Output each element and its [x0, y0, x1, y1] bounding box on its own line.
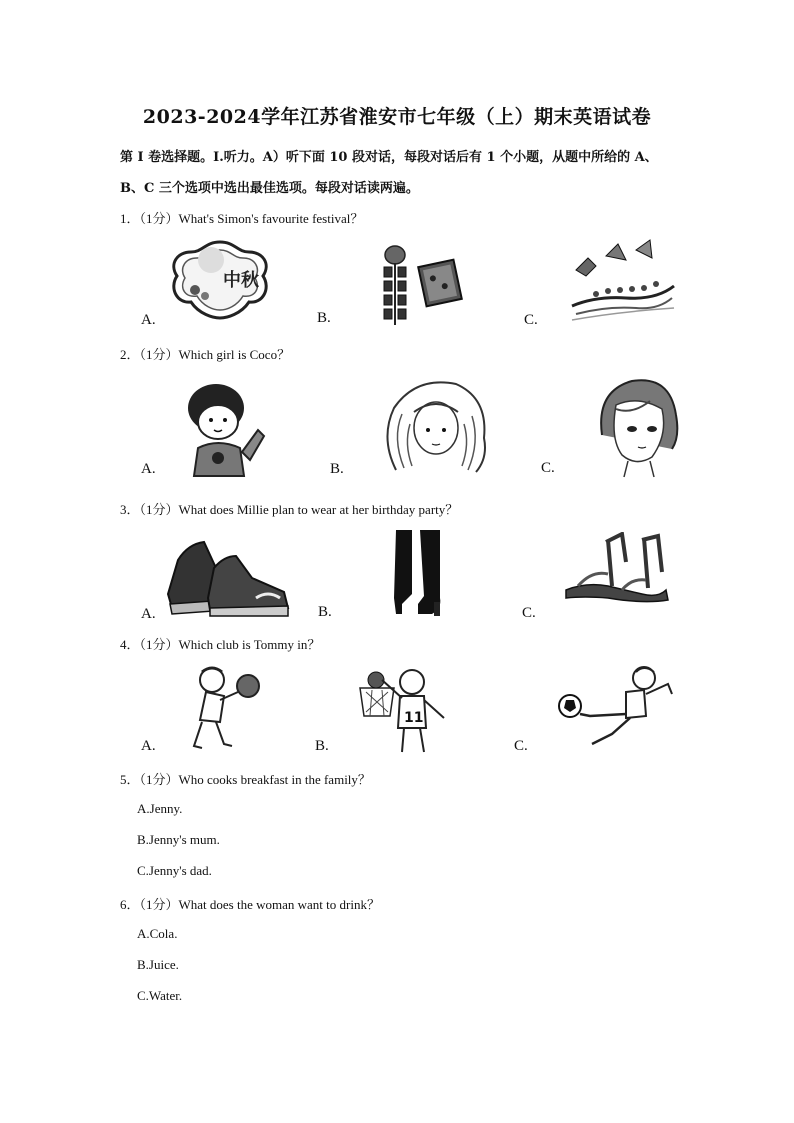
question-4-option-b[interactable]: B.: [315, 738, 329, 754]
question-4-option-c[interactable]: C.: [514, 738, 528, 754]
question-2-option-b[interactable]: B.: [330, 461, 344, 477]
question-6-option-c[interactable]: C.Water.: [137, 988, 183, 1003]
question-5-option-b[interactable]: B.Jenny's mum.: [137, 832, 220, 847]
question-6-text: 6．（1分）What does the woman want to drink？: [120, 897, 380, 912]
question-5-text: 5．（1分）Who cooks breakfast in the family？: [120, 772, 371, 787]
section-intro-line-2: B、C 三个选项中选出最佳选项。每段对话读两遍。: [120, 181, 419, 196]
section-intro-line-1: 第 I 卷选择题。I.听力。A）听下面 10 段对话，每段对话后有 1 个小题，从题中所给的 A、: [120, 150, 658, 165]
boots-icon[interactable]: [392, 528, 446, 618]
dragon-boat-icon[interactable]: [566, 236, 678, 324]
question-5-option-c[interactable]: C.Jenny's dad.: [137, 863, 212, 878]
ping-pong-icon[interactable]: [184, 664, 264, 754]
page-title: 2023-2024学年江苏省淮安市七年级（上）期末英语试卷: [142, 106, 652, 128]
question-6-option-a[interactable]: A.Cola.: [137, 926, 178, 941]
question-2-option-a[interactable]: A.: [141, 461, 156, 477]
sandals-icon[interactable]: [562, 532, 674, 604]
basketball-icon[interactable]: [358, 668, 450, 754]
firecrackers-icon[interactable]: [378, 243, 470, 329]
football-icon[interactable]: [556, 664, 676, 748]
svg-text:11: 11: [404, 710, 424, 726]
question-3-option-b[interactable]: B.: [318, 604, 332, 620]
question-1-option-a[interactable]: A.: [141, 312, 156, 328]
question-1-option-c[interactable]: C.: [524, 312, 538, 328]
girl-curly-hair-icon[interactable]: [376, 378, 494, 476]
question-1-text: 1．（1分）What's Simon's favourite festival？: [120, 211, 364, 226]
question-5-option-a[interactable]: A.Jenny.: [137, 801, 183, 816]
girl-bob-hair-icon[interactable]: [592, 375, 682, 479]
question-4-option-a[interactable]: A.: [141, 738, 156, 754]
girl-short-hair-icon[interactable]: [180, 378, 270, 478]
mid-autumn-festival-icon[interactable]: [165, 238, 275, 322]
question-3-option-a[interactable]: A.: [141, 606, 156, 622]
question-1-option-b[interactable]: B.: [317, 310, 331, 326]
question-6-option-b[interactable]: B.Juice.: [137, 957, 179, 972]
question-3-option-c[interactable]: C.: [522, 605, 536, 621]
question-4-text: 4．（1分）Which club is Tommy in？: [120, 637, 321, 652]
question-3-text: 3．（1分）What does Millie plan to wear at her birthday party？: [120, 502, 459, 517]
question-2-text: 2．（1分）Which girl is Coco？: [120, 347, 291, 362]
question-2-option-c[interactable]: C.: [541, 460, 555, 476]
svg-text:中秋: 中秋: [223, 270, 259, 291]
sneakers-icon[interactable]: [164, 538, 292, 618]
